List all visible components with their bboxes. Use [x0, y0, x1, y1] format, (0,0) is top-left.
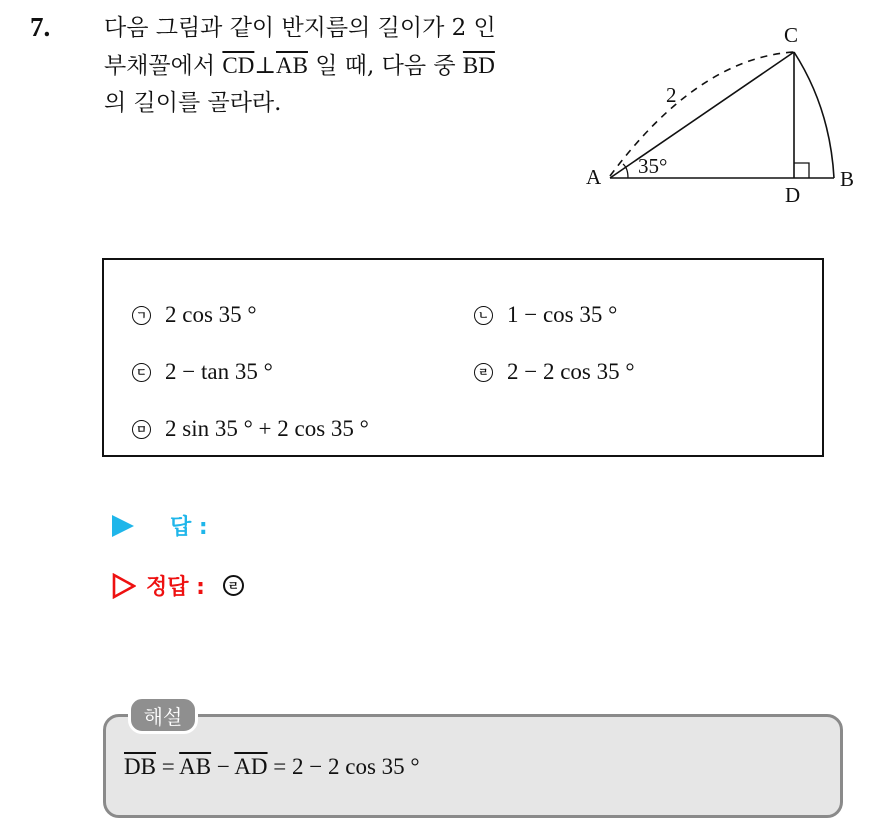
explanation-ad: $\overline{AD}$ [234, 754, 268, 779]
label-a: A [586, 165, 602, 189]
answer-label: 답 : [170, 515, 208, 540]
explanation-ab: $\overline{AB}$ [179, 754, 212, 779]
correct-answer-row [112, 570, 244, 601]
angle-label: 35° [638, 154, 668, 178]
answer-row [112, 510, 208, 541]
explanation-tag: 해설 [128, 696, 198, 734]
correct-answer-label: 정답 : [146, 575, 205, 600]
choice-4-text: 2 − 2 cos 35 ° [507, 359, 635, 384]
question-line-2 [104, 47, 564, 85]
question-line-3: 의 길이를 골라라. [104, 90, 282, 116]
outline-triangle-icon [112, 573, 136, 599]
choice-5-text: 2 sin 35 ° + 2 cos 35 ° [165, 416, 369, 441]
choice-3-text: 2 − tan 35 ° [165, 359, 273, 384]
correct-answer-value: ㄹ [223, 575, 244, 596]
choice-2-text: 1 − cos 35 ° [507, 302, 618, 327]
radius-label: 2 [666, 83, 677, 107]
choice-1-marker: ㄱ [132, 306, 151, 325]
explanation-text [124, 754, 420, 780]
segment-ab: $\overline{AB}$ [276, 53, 308, 78]
question-line-2-mid: 일 때, 다음 중 [307, 53, 463, 79]
question-text [104, 10, 564, 122]
segment-bd: $\overline{BD}$ [462, 53, 495, 78]
question-line-2-start: 부채꼴에서 [104, 53, 223, 79]
label-c: C [784, 23, 799, 47]
play-triangle-icon [112, 515, 134, 537]
choice-1-text: 2 cos 35 ° [165, 302, 257, 327]
segment-cd: $\overline{CD}$ [222, 53, 255, 78]
label-b: B [840, 167, 855, 191]
question-number: 7. [30, 12, 51, 42]
choice-5-marker: ㅁ [132, 420, 151, 439]
question-line-1: 다음 그림과 같이 반지름의 길이가 2 인 [104, 15, 496, 41]
choice-5[interactable] [132, 416, 369, 442]
choice-2-marker: ㄴ [474, 306, 493, 325]
label-d: D [785, 183, 801, 207]
choice-3-marker: ㄷ [132, 363, 151, 382]
explanation-rest: = 2 − 2 cos 35 ° [267, 754, 420, 779]
choice-3[interactable] [132, 359, 273, 385]
explanation-eq: = [155, 754, 180, 779]
choice-4-marker: ㄹ [474, 363, 493, 382]
choice-1[interactable] [132, 302, 257, 328]
sector-figure [578, 18, 868, 218]
explanation-minus: − [211, 754, 235, 779]
perp-symbol: ⊥ [254, 53, 276, 79]
choice-4[interactable] [474, 359, 635, 385]
explanation-db: $\overline{DB}$ [124, 754, 156, 779]
right-angle-mark [794, 163, 809, 178]
sector-arc-cb [794, 52, 834, 178]
choice-2[interactable] [474, 302, 617, 328]
choice-box [102, 258, 824, 457]
